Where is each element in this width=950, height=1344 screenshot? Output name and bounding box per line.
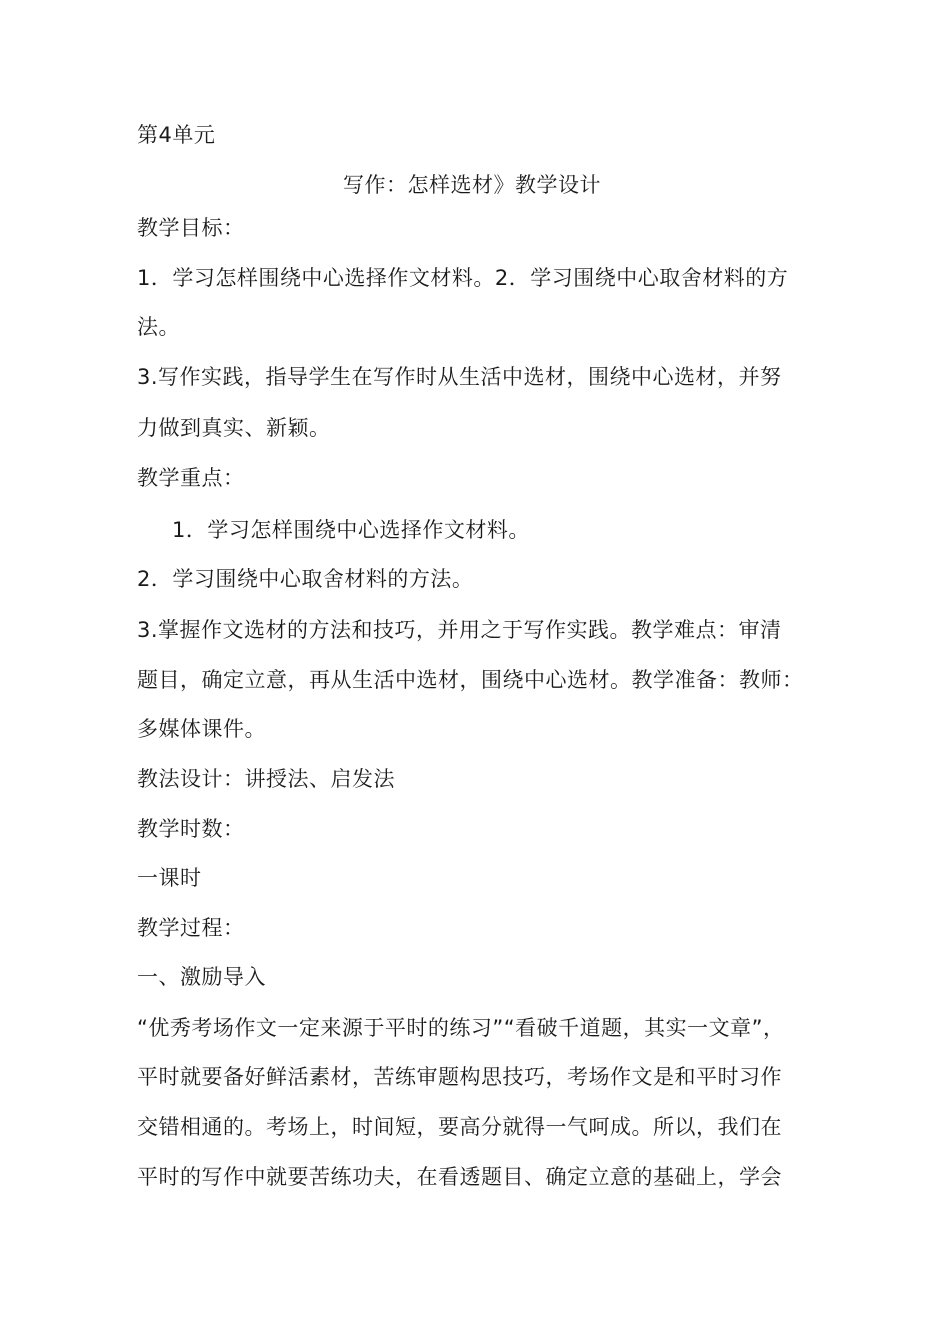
- focus-item: 3.掌握作文选材的方法和技巧，并用之于写作实践。教学难点：审清: [137, 618, 782, 642]
- hours-heading: 教学时数：: [137, 817, 245, 841]
- method-line: 教法设计：讲授法、启发法: [137, 767, 395, 791]
- paragraph-line: “优秀考场作文一定来源于平时的练习”“看破千道题，其实一文章”，: [137, 1016, 785, 1040]
- goal-line: 3.写作实践，指导学生在写作时从生活中选材，围绕中心选材，并努: [137, 365, 782, 389]
- unit-label: 第4单元: [137, 123, 216, 147]
- focus-item: 题目，确定立意，再从生活中选材，围绕中心选材。教学准备：教师：: [137, 668, 804, 692]
- section-heading: 一、激励导入: [137, 965, 266, 989]
- focus-item: 多媒体课件。: [137, 717, 266, 741]
- paragraph-line: 平时就要备好鲜活素材，苦练审题构思技巧，考场作文是和平时习作: [137, 1065, 782, 1089]
- focus-item: 2．学习围绕中心取舍材料的方法。: [137, 567, 474, 591]
- paragraph-line: 交错相通的。考场上，时间短，要高分就得一气呵成。所以，我们在: [137, 1115, 782, 1139]
- goal-line: 1．学习怎样围绕中心选择作文材料。2．学习围绕中心取舍材料的方: [137, 266, 789, 290]
- paragraph-line: 平时的写作中就要苦练功夫，在看透题目、确定立意的基础上，学会: [137, 1165, 782, 1189]
- process-heading: 教学过程：: [137, 916, 245, 940]
- focus-item: 1．学习怎样围绕中心选择作文材料。: [172, 518, 530, 542]
- focus-heading: 教学重点：: [137, 466, 245, 490]
- goal-line: 法。: [137, 315, 180, 339]
- hours-value: 一课时: [137, 866, 202, 890]
- goal-line: 力做到真实、新颖。: [137, 416, 331, 440]
- goals-heading: 教学目标：: [137, 216, 245, 240]
- document-title: 写作：怎样选材》教学设计: [343, 173, 601, 197]
